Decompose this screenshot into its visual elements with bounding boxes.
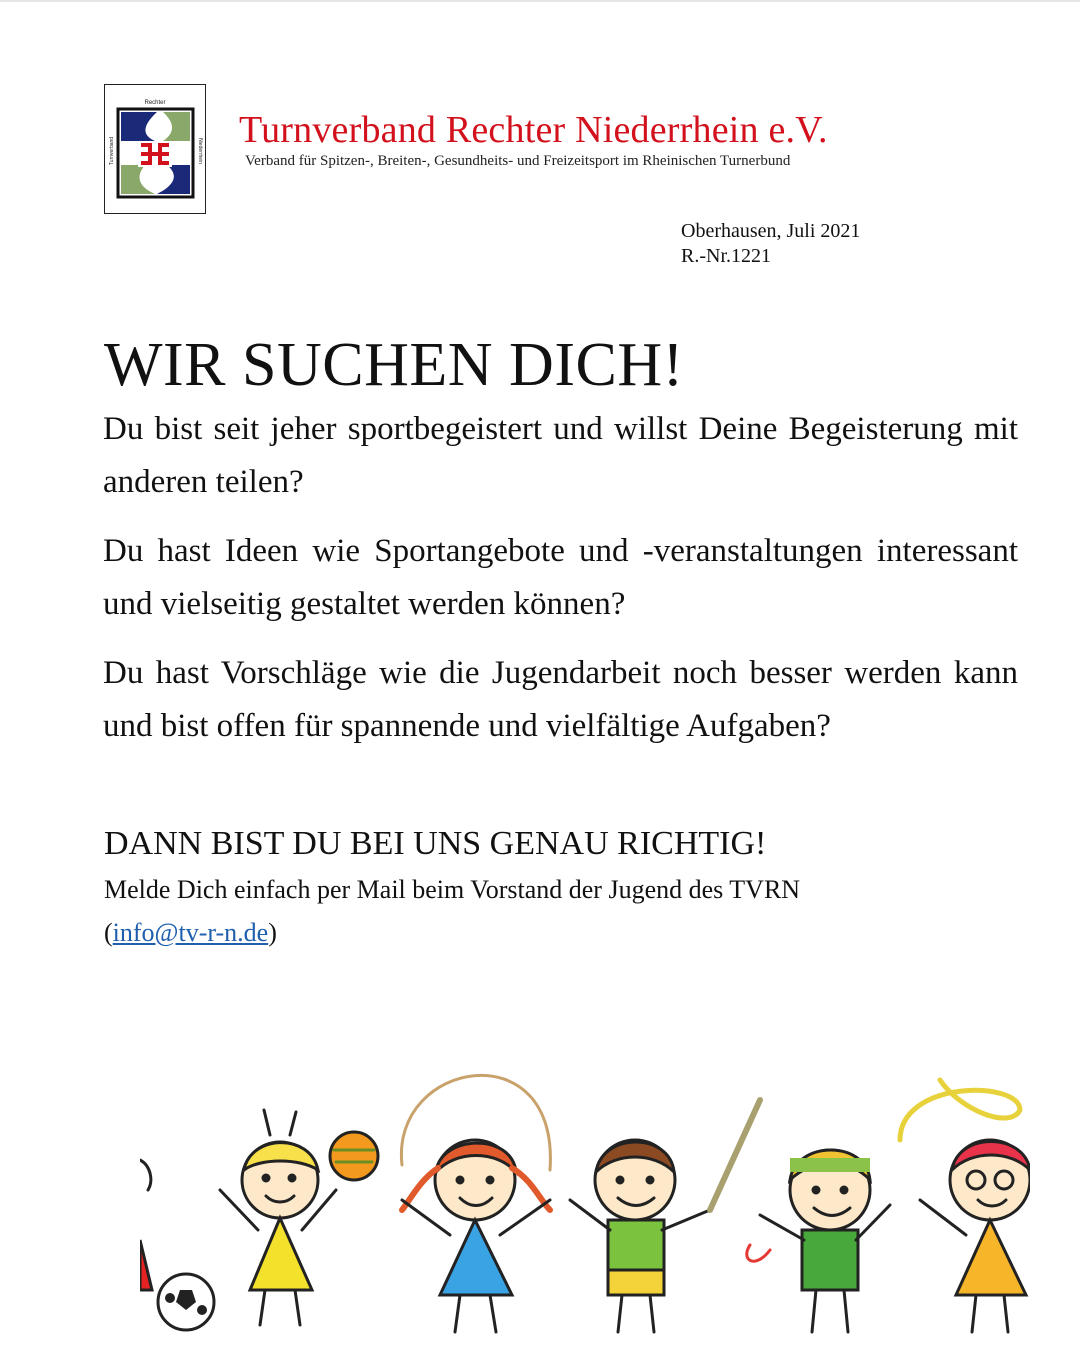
club-logo-icon xyxy=(105,85,205,213)
contact-text xyxy=(104,868,864,954)
kid-1-icon xyxy=(140,1160,214,1330)
paragraph-1: Du bist seit jeher sportbegeistert und willst Deine Begeisterung mit anderen teilen? xyxy=(103,411,1018,500)
page-headline: WIR SUCHEN DICH! xyxy=(104,331,684,399)
paragraph-3: Du hast Vorschläge wie die Jugendarbeit noch besser werden kann und bist offen für spannende und vielfältige Aufgaben? xyxy=(103,655,1018,744)
contact-text-before: Melde Dich einfach per Mail beim Vorstand der Jugend des TVRN ( xyxy=(104,875,801,947)
logo-left-text: Turnverband xyxy=(109,136,115,166)
logo-top-text: Rechter xyxy=(144,100,166,106)
paragraph-2: Du hast Ideen wie Sportangebote und -veranstaltungen interessant und vielseitig gestaltet werden können? xyxy=(103,533,1018,622)
contact-text-after: ) xyxy=(268,918,277,947)
email-link[interactable]: info@tv-r-n.de xyxy=(112,918,269,947)
reference-number: R.-Nr.1221 xyxy=(681,245,771,267)
organization-subtitle: Verband für Spitzen-, Breiten-, Gesundheits- und Freizeitsport im Rheinischen Turnerbund xyxy=(245,153,791,169)
kid-3-icon xyxy=(402,1140,550,1332)
call-to-action: DANN BIST DU BEI UNS GENAU RICHTIG! xyxy=(104,825,767,862)
kid-4-icon xyxy=(570,1100,760,1332)
place-date: Oberhausen, Juli 2021 xyxy=(681,220,861,242)
logo-right-text: Niederrhein xyxy=(197,138,203,164)
club-logo xyxy=(104,84,206,214)
kid-5-icon xyxy=(747,1150,890,1332)
organization-name: Turnverband Rechter Niederrhein e.V. xyxy=(239,109,828,151)
kid-6-icon xyxy=(900,1080,1030,1332)
kid-2-icon xyxy=(220,1110,378,1325)
children-playing-illustration-icon xyxy=(140,1040,1030,1340)
top-divider xyxy=(0,0,1080,2)
